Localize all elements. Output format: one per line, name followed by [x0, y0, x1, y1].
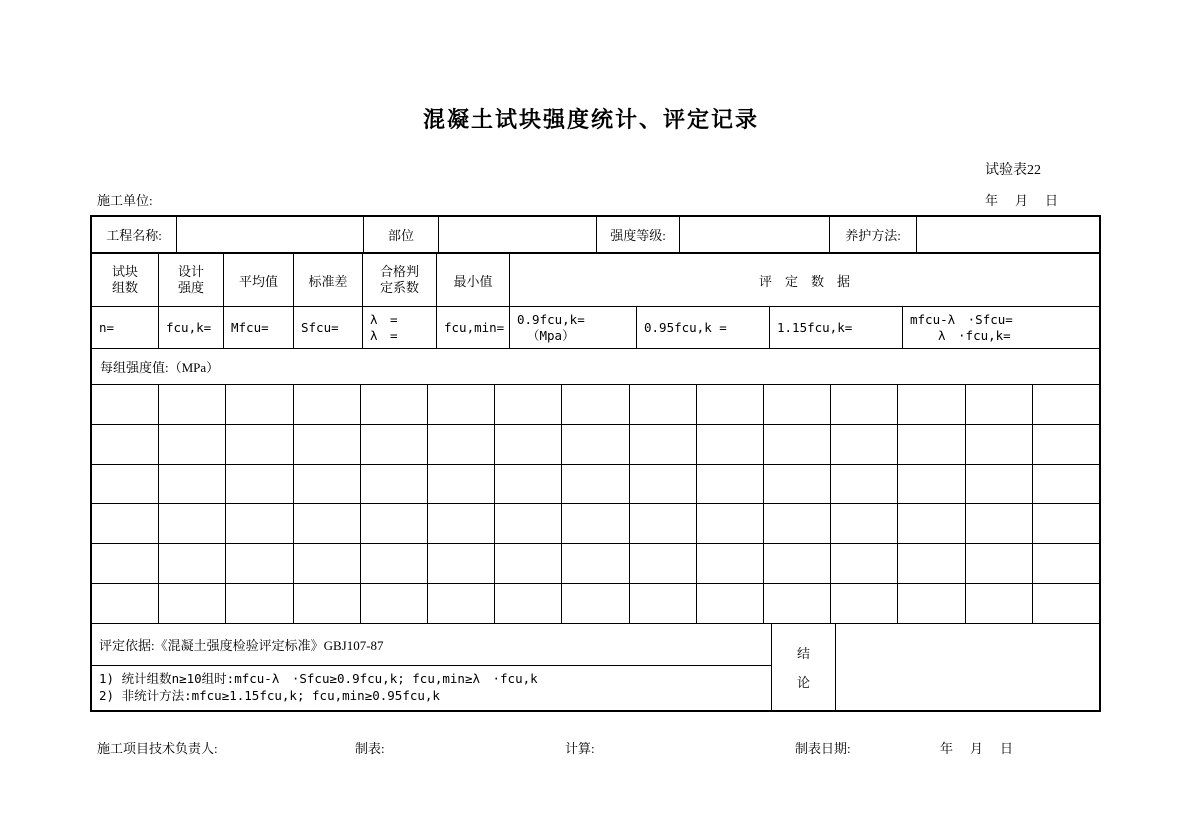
form-code-label: 试验表22: [985, 163, 1041, 178]
grid-cell[interactable]: [361, 544, 428, 583]
grid-row: [92, 544, 1099, 584]
grid-cell[interactable]: [92, 504, 159, 543]
grid-cell[interactable]: [1033, 504, 1099, 543]
grid-cell[interactable]: [831, 504, 898, 543]
evaluation-left-block: [92, 624, 772, 710]
grid-cell[interactable]: [562, 425, 629, 464]
grid-cell[interactable]: [898, 504, 965, 543]
strength-grid: [92, 385, 1099, 624]
info-row: [92, 217, 1099, 254]
project-name-label: 工程名称:: [92, 217, 177, 252]
grid-cell[interactable]: [294, 544, 361, 583]
evaluation-note-2: 2) 非统计方法:mfcu≥1.15fcu,k; fcu,min≥0.95fcu,k: [99, 688, 440, 703]
grid-cell[interactable]: [294, 385, 361, 424]
grid-cell[interactable]: [764, 465, 831, 504]
grid-cell[interactable]: [966, 544, 1033, 583]
grid-cell[interactable]: [831, 465, 898, 504]
fcumin-field[interactable]: fcu,min=: [437, 307, 510, 348]
construction-unit-label: 施工单位:: [97, 193, 153, 208]
part-label: 部位: [364, 217, 439, 252]
conclusion-field[interactable]: [836, 624, 1099, 710]
mfcu-field[interactable]: Mfcu=: [224, 307, 294, 348]
grid-cell[interactable]: [1033, 465, 1099, 504]
grid-cell[interactable]: [630, 465, 697, 504]
grid-cell[interactable]: [966, 584, 1033, 623]
grid-cell[interactable]: [966, 425, 1033, 464]
grid-cell[interactable]: [966, 504, 1033, 543]
grid-cell[interactable]: [831, 544, 898, 583]
grid-cell[interactable]: [1033, 425, 1099, 464]
strength-grade-label: 强度等级:: [597, 217, 680, 252]
grid-cell[interactable]: [898, 584, 965, 623]
grid-cell[interactable]: [495, 584, 562, 623]
grid-cell[interactable]: [361, 425, 428, 464]
stat-header-row: [92, 254, 1099, 307]
grid-cell[interactable]: [495, 425, 562, 464]
part-field[interactable]: [439, 217, 597, 252]
grid-cell[interactable]: [495, 544, 562, 583]
grid-cell[interactable]: [697, 544, 764, 583]
mfcu-lambda-field[interactable]: mfcu-λ ·Sfcu= λ ·fcu,k=: [910, 311, 1013, 343]
f115-field[interactable]: 1.15fcu,k=: [770, 307, 903, 348]
grid-cell[interactable]: [361, 465, 428, 504]
grid-cell[interactable]: [1033, 544, 1099, 583]
f09-field[interactable]: 0.9fcu,k= （Mpa）: [510, 307, 637, 348]
grid-cell[interactable]: [764, 385, 831, 424]
grid-cell[interactable]: [159, 584, 226, 623]
grid-cell[interactable]: [831, 584, 898, 623]
grid-cell[interactable]: [226, 544, 293, 583]
calculate-label: 计算:: [565, 741, 595, 756]
grid-cell[interactable]: [294, 465, 361, 504]
grid-cell[interactable]: [898, 385, 965, 424]
n-field[interactable]: n=: [92, 307, 159, 348]
grid-cell[interactable]: [630, 544, 697, 583]
grid-cell[interactable]: [697, 504, 764, 543]
grid-row: [92, 385, 1099, 425]
grid-cell[interactable]: [562, 465, 629, 504]
page-title: 混凝土试块强度统计、评定记录: [422, 107, 759, 132]
tech-lead-label: 施工项目技术负责人:: [97, 741, 218, 756]
grid-cell[interactable]: [562, 544, 629, 583]
grid-row: [92, 425, 1099, 465]
grid-cell[interactable]: [764, 584, 831, 623]
header-average: 平均值: [224, 254, 294, 306]
evaluation-basis: 评定依据:《混凝土强度检验评定标准》GBJ107-87: [92, 624, 771, 666]
grid-cell[interactable]: [630, 385, 697, 424]
top-date-label: 年 月 日: [985, 193, 1061, 208]
grid-cell[interactable]: [495, 385, 562, 424]
header-group-count: 试块 组数: [92, 254, 159, 306]
grid-cell[interactable]: [764, 504, 831, 543]
tabulate-date-label: 制表日期:: [795, 741, 851, 756]
grid-cell[interactable]: [495, 504, 562, 543]
grid-cell[interactable]: [495, 465, 562, 504]
grid-cell[interactable]: [966, 385, 1033, 424]
grid-cell[interactable]: [562, 504, 629, 543]
evaluation-notes: [92, 666, 771, 710]
grid-cell[interactable]: [159, 544, 226, 583]
grid-cell[interactable]: [630, 425, 697, 464]
grid-cell[interactable]: [898, 425, 965, 464]
grid-cell[interactable]: [1033, 584, 1099, 623]
grid-cell[interactable]: [428, 504, 495, 543]
grid-cell[interactable]: [159, 425, 226, 464]
group-values-row: [92, 349, 1099, 385]
grid-cell[interactable]: [831, 385, 898, 424]
sfcu-field[interactable]: Sfcu=: [294, 307, 363, 348]
header-minimum: 最小值: [437, 254, 510, 306]
grid-cell[interactable]: [831, 425, 898, 464]
grid-cell[interactable]: [697, 425, 764, 464]
grid-cell[interactable]: [428, 385, 495, 424]
grid-cell[interactable]: [630, 504, 697, 543]
grid-cell[interactable]: [159, 504, 226, 543]
grid-cell[interactable]: [92, 544, 159, 583]
grid-cell[interactable]: [361, 385, 428, 424]
grid-cell[interactable]: [697, 584, 764, 623]
grid-cell[interactable]: [562, 584, 629, 623]
grid-cell[interactable]: [159, 385, 226, 424]
grid-cell[interactable]: [428, 544, 495, 583]
grid-cell[interactable]: [697, 385, 764, 424]
f095-field[interactable]: 0.95fcu,k =: [637, 307, 770, 348]
strength-grade-field[interactable]: [680, 217, 830, 252]
grid-row: [92, 504, 1099, 544]
evaluation-note-1: 1) 统计组数n≥10组时:mfcu-λ ·Sfcu≥0.9fcu,k; fcu,min≥λ ·fcu,k: [99, 671, 538, 687]
grid-cell[interactable]: [361, 504, 428, 543]
header-evaluation-data: 评 定 数 据: [758, 273, 850, 289]
grid-row: [92, 584, 1099, 624]
header-pass-coeff: 合格判 定系数: [363, 254, 437, 306]
grid-cell[interactable]: [630, 584, 697, 623]
curing-method-field[interactable]: [917, 217, 1099, 252]
grid-cell[interactable]: [361, 584, 428, 623]
grid-cell[interactable]: [159, 465, 226, 504]
conclusion-label: 结 论: [772, 624, 836, 710]
grid-cell[interactable]: [764, 544, 831, 583]
grid-cell[interactable]: [428, 425, 495, 464]
grid-cell[interactable]: [92, 385, 159, 424]
grid-cell[interactable]: [1033, 385, 1099, 424]
grid-cell[interactable]: [92, 425, 159, 464]
tabulate-label: 制表:: [355, 741, 385, 756]
project-name-field[interactable]: [177, 217, 364, 252]
lambda-field[interactable]: λ = λ =: [363, 307, 437, 348]
curing-method-label: 养护方法:: [830, 217, 917, 252]
grid-cell[interactable]: [898, 465, 965, 504]
grid-cell[interactable]: [428, 465, 495, 504]
grid-cell[interactable]: [966, 465, 1033, 504]
tabulate-date-value: 年 月 日: [940, 741, 1016, 756]
grid-cell[interactable]: [226, 385, 293, 424]
group-values-label: 每组强度值:（MPa）: [100, 360, 220, 375]
grid-cell[interactable]: [294, 425, 361, 464]
grid-cell[interactable]: [697, 465, 764, 504]
grid-cell[interactable]: [898, 544, 965, 583]
grid-cell[interactable]: [226, 504, 293, 543]
formula-row: [92, 307, 1099, 349]
record-table: [90, 215, 1101, 712]
grid-cell[interactable]: [226, 465, 293, 504]
grid-cell[interactable]: [226, 584, 293, 623]
grid-row: [92, 465, 1099, 505]
grid-cell[interactable]: [226, 425, 293, 464]
grid-cell[interactable]: [764, 425, 831, 464]
grid-cell[interactable]: [294, 584, 361, 623]
grid-cell[interactable]: [428, 584, 495, 623]
header-design-strength: 设计 强度: [159, 254, 224, 306]
evaluation-row: [92, 624, 1099, 710]
grid-cell[interactable]: [294, 504, 361, 543]
grid-cell[interactable]: [92, 584, 159, 623]
fcuk-field[interactable]: fcu,k=: [159, 307, 224, 348]
grid-cell[interactable]: [562, 385, 629, 424]
grid-cell[interactable]: [92, 465, 159, 504]
header-std-dev: 标准差: [294, 254, 363, 306]
